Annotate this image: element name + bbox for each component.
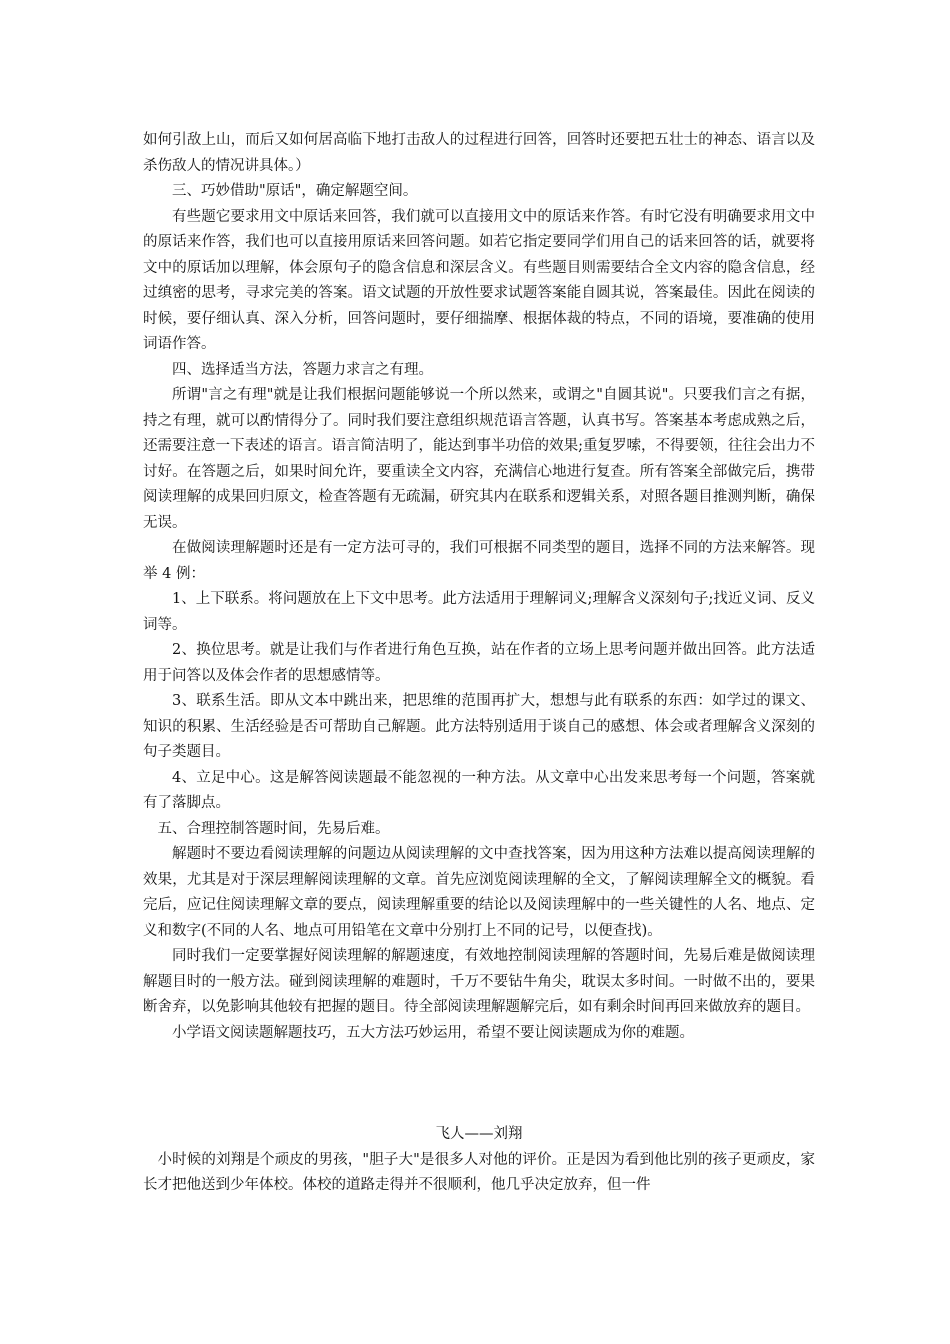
list-item: 1、上下联系。将问题放在上下文中思考。此方法适用于理解词义;理解含义深刻句子;找近义词、反义词等。: [143, 591, 815, 633]
list-item: 4、立足中心。这是解答阅读题最不能忽视的一种方法。从文章中心出发来思考每一个问题，答案就有了落脚点。: [143, 769, 815, 811]
section-heading-5: 五、合理控制答题时间，先易后难。: [157, 820, 390, 837]
section-heading-3: 三、巧妙借助"原话"，确定解题空间。: [172, 183, 418, 199]
paragraph: 所谓"言之有理"就是让我们根据问题能够说一个所以然来，或谓之"自圆其说"。只要我们言之有据，持之有理，就可以酌情得分了。同时我们要注意组织规范语言答题，认真书写。答案基本考虑成熟之后，还需要注意一下表述的语言。语言简洁明了，能达到事半功倍的效果;重复罗嗦，不得要领，往往会出力不讨好。在答题之后，如果时间允许，要重读全文内容，充满信心地进行复查。所有答案全部做完后，携带阅读理解的成果回归原文，检查答题有无疏漏，研究其内在联系和逻辑关系，对照各题目推测判断，确保无误。: [143, 387, 815, 531]
section-gap: [143, 1046, 815, 1122]
list-item: 3、联系生活。即从文本中跳出来，把思维的范围再扩大，想想与此有联系的东西：如学过的课文、知识的积累、生活经验是否可帮助自己解题。此方法特别适用于谈自己的感想、体会或者理解含义深刻的句子类题目。: [143, 693, 815, 760]
paragraph: 同时我们一定要掌握好阅读理解的解题速度，有效地控制阅读理解的答题时间，先易后难是做阅读理解题目时的一般方法。碰到阅读理解的难题时，千万不要钻牛角尖，耽误太多时间。一时做不出的，要果断舍弃，以免影响其他较有把握的题目。待全部阅读理解题解完后，如有剩余时间再回来做放弃的题目。: [143, 948, 815, 1015]
list-item: 2、换位思考。就是让我们与作者进行角色互换，站在作者的立场上思考问题并做出回答。此方法适用于问答以及体会作者的思想感情等。: [143, 642, 815, 684]
paragraph-conclusion: 小学语文阅读题解题技巧，五大方法巧妙运用，希望不要让阅读题成为你的难题。: [172, 1024, 694, 1041]
document-page: [143, 128, 815, 1199]
section-heading-4: 四、选择适当方法，答题力求言之有理。: [172, 361, 433, 378]
paragraph: 有些题它要求用文中原话来回答，我们就可以直接用文中的原话来作答。有时它没有明确要求用文中的原话来作答，我们也可以直接用原话来回答问题。如若它指定要同学们用自己的话来回答的话，就要将文中的原话加以理解，体会原句子的隐含信息和深层含义。有些题目则需要结合全文内容的隐含信息，经过缜密的思考，寻求完美的答案。语文试题的开放性要求试题答案能自圆其说，答案最佳。因此在阅读的时候，要仔细认真、深入分析，回答问题时，要仔细揣摩、根据体裁的特点，不同的语境，要准确的使用词语作答。: [143, 208, 815, 352]
paragraph-continuation: 如何引敌上山，而后又如何居高临下地打击敌人的过程进行回答，回答时还要把五壮士的神态、语言以及杀伤敌人的情况讲具体。）: [143, 132, 815, 174]
paragraph: 在做阅读理解题时还是有一定方法可寻的，我们可根据不同类型的题目，选择不同的方法来解答。现举 4 例：: [143, 540, 815, 582]
story-title: 飞人——刘翔: [435, 1126, 523, 1142]
paragraph: 解题时不要边看阅读理解的问题边从阅读理解的文中查找答案，因为用这种方法难以提高阅读理解的效果，尤其是对于深层理解阅读理解的文章。首先应浏览阅读理解的全文，了解阅读理解全文的概貌。看完后，应记住阅读理解文章的要点，阅读理解重要的结论以及阅读理解中的一些关键性的人名、地点、定义和数字(不同的人名、地点可用铅笔在文章中分别打上不同的记号，以便查找)。: [143, 846, 815, 939]
story-paragraph: 小时候的刘翔是个顽皮的男孩，"胆子大"是很多人对他的评价。正是因为看到他比别的孩子更顽皮，家长才把他送到少年体校。体校的道路走得并不很顺利，他几乎决定放弃，但一件: [143, 1151, 815, 1193]
